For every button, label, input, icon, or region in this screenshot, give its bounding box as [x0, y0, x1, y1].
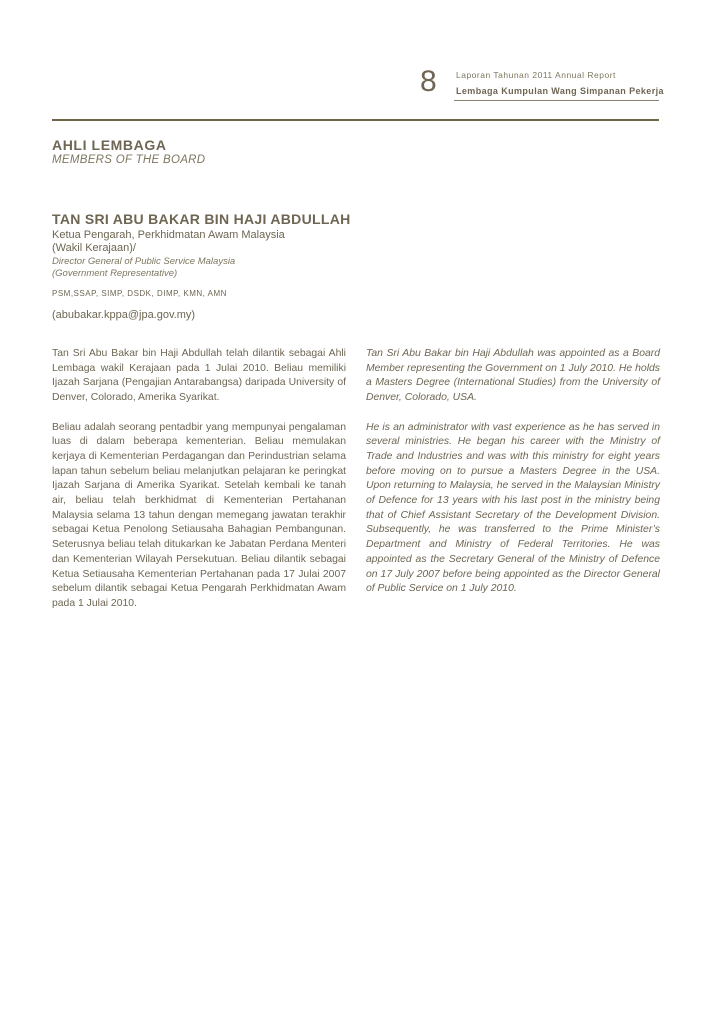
header-divider	[52, 119, 659, 121]
member-email: (abubakar.kppa@jpa.gov.my)	[52, 309, 196, 321]
header-divider-short	[454, 100, 659, 101]
member-position-english-line2: (Government Representative)	[52, 268, 178, 279]
section-subtitle: MEMBERS OF THE BOARD	[52, 154, 206, 166]
bio-paragraph-english-1: Tan Sri Abu Bakar bin Haji Abdullah was appointed as a Board Member representing the Government on 1 July 2010. He holds a Masters Degree (International Studies) from the University of Denver, Colorado, USA.	[366, 348, 660, 404]
bio-column-malay	[52, 347, 346, 626]
bio-paragraph-malay-1: Tan Sri Abu Bakar bin Haji Abdullah telah dilantik sebagai Ahli Lembaga wakil Kerajaan pada 1 Julai 2010. Beliau memiliki Ijazah Sarjana (Pengajian Antarabangsa) daripada University of Denver, Colorado, Amerika Syarikat.	[52, 348, 346, 404]
bio-column-english	[366, 347, 660, 612]
member-honours: PSM,SSAP, SIMP, DSDK, DIMP, KMN, AMN	[52, 289, 227, 298]
member-position-malay-line1: Ketua Pengarah, Perkhidmatan Awam Malaysia	[52, 229, 285, 241]
organization-name: Lembaga Kumpulan Wang Simpanan Pekerja	[456, 86, 664, 96]
member-position-english-line1: Director General of Public Service Malaysia	[52, 256, 236, 267]
bio-paragraph-english-2: He is an administrator with vast experience as he has served in several ministries. He began his career with the Ministry of Trade and Industries and was with this ministry for eight years before moving on to pursue a Masters Degree in the USA. Upon returning to Malaysia, he served in the Malaysian Ministry of Defence for 13 years with his last post in the ministry being that of Chief Assistant Secretary of the Development Division. Subsequently, he was transferred to the Prime Minister’s Department and Ministry of Federal Territories. He was appointed as the Secretary General of the Ministry of Defence on 17 July 2007 before being appointed as the Director General of Public Service on 1 July 2010.	[366, 421, 660, 595]
section-title: AHLI LEMBAGA	[52, 137, 167, 153]
member-position-malay-line2: (Wakil Kerajaan)/	[52, 242, 136, 254]
page-number: 8	[420, 65, 437, 98]
member-name: TAN SRI ABU BAKAR BIN HAJI ABDULLAH	[52, 211, 351, 227]
report-title: Laporan Tahunan 2011 Annual Report	[456, 70, 616, 80]
bio-paragraph-malay-2: Beliau adalah seorang pentadbir yang mempunyai pengalaman luas di dalam beberapa kementerian. Beliau memulakan kerjaya di Kementerian Perdagangan dan Perindustrian selama lapan tahun sebelum beliau melanjutkan pelajaran ke peringkat Ijazah Sarjana di Amerika Syarikat. Setelah kembali ke tanah air, beliau telah berkhidmat di Kementerian Pertahanan Malaysia selama 13 tahun dengan memegang jawatan terakhir sebagai Ketua Penolong Setiausaha Bahagian Pembangunan. Seterusnya beliau telah ditukarkan ke Jabatan Perdana Menteri dan Kementerian Wilayah Persekutuan. Beliau dilantik sebagai Ketua Setiausaha Kementerian Pertahanan pada 17 Julai 2007 sebelum dilantik sebagai Ketua Pengarah Perkhidmatan Awam pada 1 Julai 2010.	[52, 421, 346, 609]
